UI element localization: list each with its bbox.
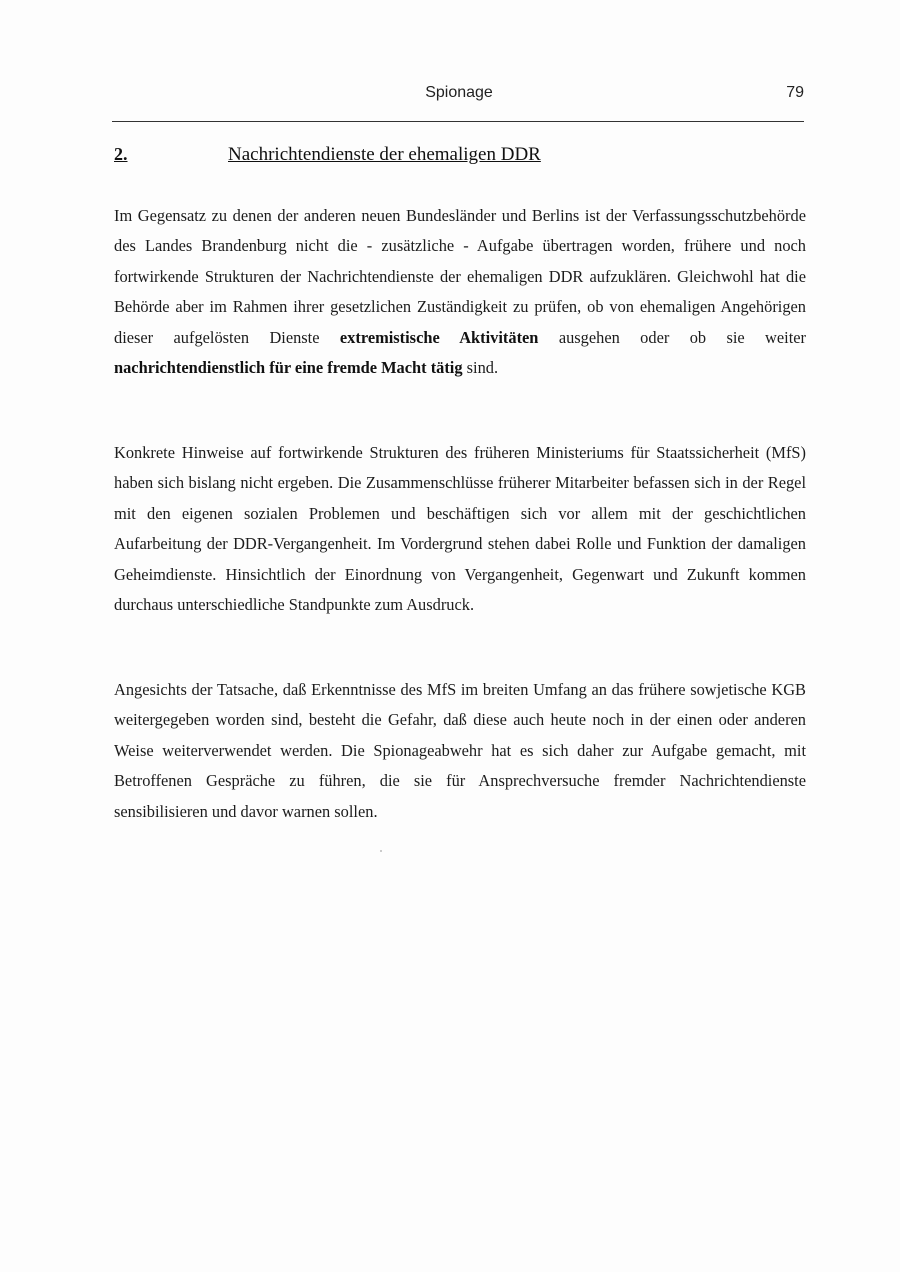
- paragraph-1-bold-1: extremistische Aktivitäten: [339, 327, 539, 347]
- paragraph-2: [114, 438, 806, 620]
- paragraph-1-part-1: Im Gegensatz zu denen der anderen neuen Bundesländer und Berlins ist der Verfassungsschutzbehörde des Landes Brandenburg nicht die - zusätzliche - Aufgabe übertragen worden, frühere und noch fortwirkende Strukturen der Nachrichtendienste der ehemaligen DDR aufzuklären. Gleichwohl hat die Behörde aber im Rahmen ihrer gesetzlichen Zuständigkeit zu prüfen, ob von ehemaligen Angehörigen dieser aufgelösten Dienste: [114, 206, 806, 347]
- running-title: Spionage: [425, 84, 493, 101]
- scan-speck: [380, 850, 382, 852]
- paragraph-3: [114, 675, 806, 827]
- header-rule: [112, 121, 804, 122]
- paragraph-1-bold-2: nachrichtendienstlich für eine fremde Macht tätig: [114, 358, 463, 378]
- section-heading: [114, 144, 804, 174]
- section-title: Nachrichtendienste der ehemaligen DDR: [228, 144, 541, 165]
- paragraph-1: [114, 201, 806, 383]
- section-number: 2.: [114, 144, 128, 164]
- paragraph-1-part-2: ausgehen oder ob sie weiter: [538, 327, 806, 347]
- paragraph-1-part-3: sind.: [462, 358, 499, 378]
- paragraph-1-text: [114, 201, 806, 383]
- running-header: [114, 84, 804, 110]
- page-number: 79: [786, 84, 804, 101]
- paragraph-3-text: Angesichts der Tatsache, daß Erkenntnisse des MfS im breiten Umfang an das frühere sowjetische KGB weitergegeben worden sind, besteht die Gefahr, daß diese auch heute noch in der einen oder anderen Weise weiterverwendet werden. Die Spionageabwehr hat es sich daher zur Aufgabe gemacht, mit Betroffenen Gespräche zu führen, die sie für Ansprechversuche fremder Nachrichtendienste sensibilisieren und davor warnen sollen.: [114, 680, 806, 821]
- paragraph-2-text: Konkrete Hinweise auf fortwirkende Strukturen des früheren Ministeriums für Staatssicherheit (MfS) haben sich bislang nicht ergeben. Die Zusammenschlüsse früherer Mitarbeiter befassen sich in der Regel mit den eigenen sozialen Problemen und beschäftigen sich vor allem mit der geschichtlichen Aufarbeitung der DDR-Vergangenheit. Im Vordergrund stehen dabei Rolle und Funktion der damaligen Geheimdienste. Hinsichtlich der Einordnung von Vergangenheit, Gegenwart und Zukunft kommen durchaus unterschiedliche Standpunkte zum Ausdruck.: [114, 443, 806, 615]
